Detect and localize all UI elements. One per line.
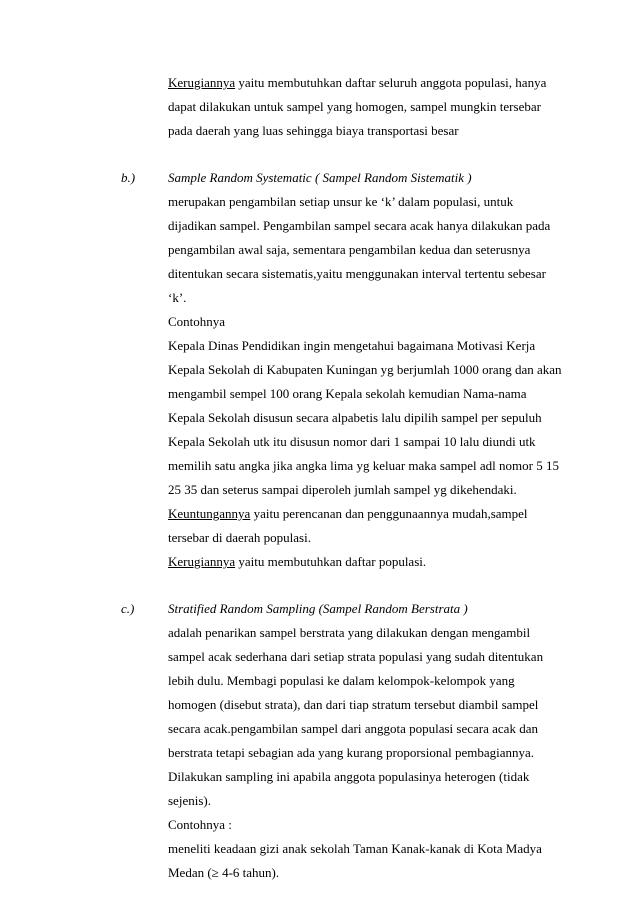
kerugian-term: Kerugiannya xyxy=(168,75,236,90)
section-b-line: ‘k’. xyxy=(168,290,187,305)
section-b-example-label: Contohnya xyxy=(168,314,226,329)
section-b-line: Kepala Sekolah utk itu disusun nomor dari 1 sampai 10 lalu diundi utk xyxy=(168,434,536,449)
section-b-number: b.) xyxy=(121,170,136,185)
section-b-line: dijadikan sampel. Pengambilan sampel secara acak hanya dilakukan pada xyxy=(168,218,551,233)
section-c-line: Dilakukan sampling ini apabila anggota populasinya heterogen (tidak xyxy=(168,769,530,784)
section-c-line: berstrata tetapi sebagian ada yang kurang proporsional pembagiannya. xyxy=(168,745,535,760)
section-c-line: homogen (disebut strata), dan dari tiap stratum tersebut diambil sampel xyxy=(168,697,539,712)
intro-line-3: pada daerah yang luas sehingga biaya transportasi besar xyxy=(168,123,459,138)
section-c-line: Medan (≥ 4-6 tahun). xyxy=(168,865,280,880)
section-c-line: meneliti keadaan gizi anak sekolah Taman Kanak-kanak di Kota Madya xyxy=(168,841,542,856)
section-b-line: 25 35 dan seterus sampai diperoleh jumlah sampel yg dikehendaki. xyxy=(168,482,517,497)
section-b-line: memilih satu angka jika angka lima yg keluar maka sampel adl nomor 5 15 xyxy=(168,458,559,473)
section-c-line: lebih dulu. Membagi populasi ke dalam kelompok-kelompok yang xyxy=(168,673,515,688)
kerugian-line xyxy=(168,554,426,570)
section-c-line: sampel acak sederhana dari setiap strata populasi yang sudah ditentukan xyxy=(168,649,544,664)
section-c-line: adalah penarikan sampel berstrata yang dilakukan dengan mengambil xyxy=(168,625,531,640)
section-b-line: Kepala Sekolah di Kabupaten Kuningan yg berjumlah 1000 orang dan akan xyxy=(168,362,562,377)
intro-line-2: dapat dilakukan untuk sampel yang homogen, sampel mungkin tersebar xyxy=(168,99,541,114)
section-b-heading xyxy=(121,170,472,186)
section-b-title: Sample Random Systematic ( Sampel Random Sistematik ) xyxy=(168,170,472,185)
keuntungan-line-2: tersebar di daerah populasi. xyxy=(168,530,311,545)
intro-line-1-text: yaitu membutuhkan daftar seluruh anggota populasi, hanya xyxy=(235,75,547,90)
section-c-line: secara acak.pengambilan sampel dari anggota populasi secara acak dan xyxy=(168,721,538,736)
intro-line-1 xyxy=(168,75,546,91)
section-c-heading xyxy=(121,601,468,617)
section-c-number: c.) xyxy=(121,601,135,616)
keuntungan-line-1 xyxy=(168,506,528,522)
section-b-line: mengambil sempel 100 orang Kepala sekolah kemudian Nama-nama xyxy=(168,386,527,401)
section-b-line: ditentukan secara sistematis,yaitu menggunakan interval tertentu sebesar xyxy=(168,266,546,281)
section-b-line: pengambilan awal saja, sementara pengambilan kedua dan seterusnya xyxy=(168,242,531,257)
section-b-line: merupakan pengambilan setiap unsur ke ‘k’ dalam populasi, untuk xyxy=(168,194,514,209)
section-c-line: sejenis). xyxy=(168,793,211,808)
section-c-title: Stratified Random Sampling (Sampel Random Berstrata ) xyxy=(168,601,468,616)
section-b-line: Kepala Dinas Pendidikan ingin mengetahui bagaimana Motivasi Kerja xyxy=(168,338,536,353)
keuntungan-term: Keuntungannya xyxy=(168,506,251,521)
kerugian-text: yaitu membutuhkan daftar populasi. xyxy=(235,554,427,569)
keuntungan-text: yaitu perencanan dan penggunaannya mudah,sampel xyxy=(250,506,528,521)
section-c-example-label: Contohnya : xyxy=(168,817,232,832)
section-b-line: Kepala Sekolah disusun secara alpabetis lalu dipilih sampel per sepuluh xyxy=(168,410,542,425)
kerugian-term: Kerugiannya xyxy=(168,554,236,569)
